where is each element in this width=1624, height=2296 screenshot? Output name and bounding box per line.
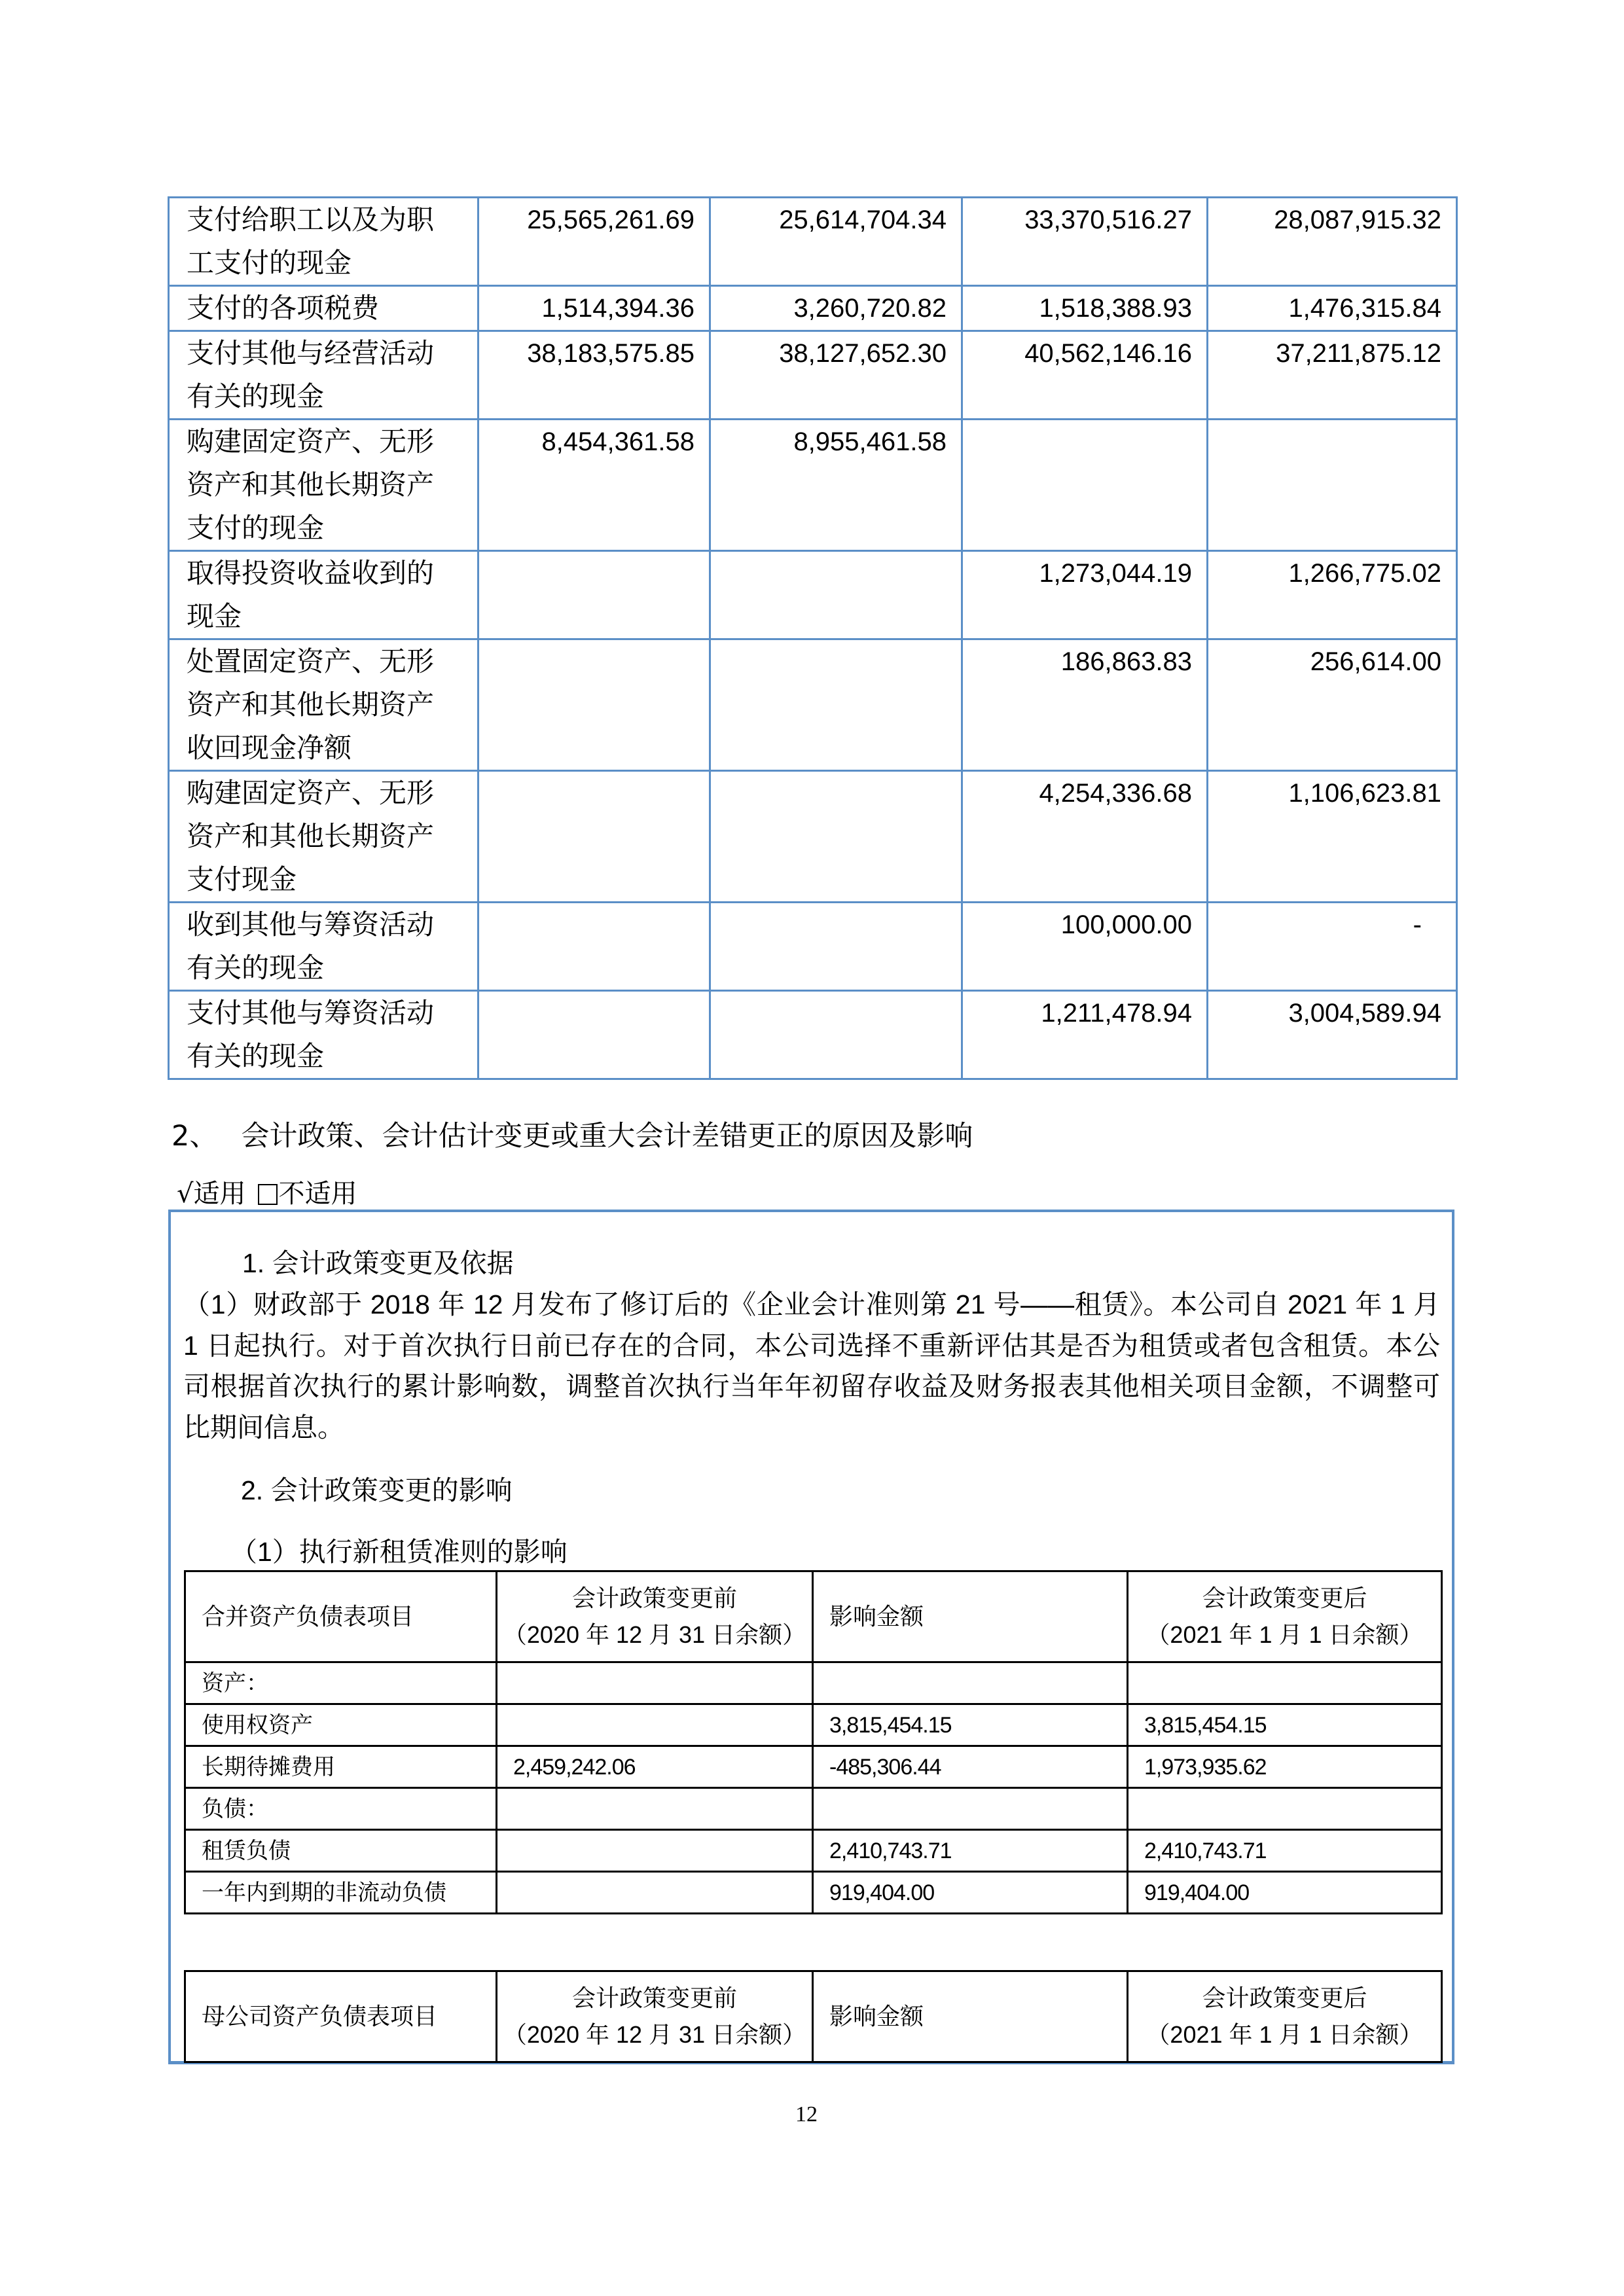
- value-cell: 25,614,704.34: [710, 198, 962, 286]
- cell-after: [1128, 1788, 1442, 1830]
- value-cell: -: [1208, 903, 1457, 991]
- value-cell: 1,211,478.94: [962, 991, 1208, 1079]
- header-after: [1128, 1971, 1442, 2062]
- cell-impact: 3,815,454.15: [813, 1704, 1128, 1746]
- cell-after: 2,410,743.71: [1128, 1830, 1442, 1872]
- row-label-cell: [169, 420, 478, 551]
- value-cell: 25,565,261.69: [478, 198, 710, 286]
- row-label-cell: [169, 198, 478, 286]
- value-cell: 4,254,336.68: [962, 771, 1208, 903]
- policy-basis-paragraph: （1）财政部于 2018 年 12 月发布了修订后的《企业会计准则第 21 号——租赁》。本公司自 2021 年 1 月 1 日起执行。对于首次执行日前已存在的合同，本公司选择不重新评估其是否为租赁或者包含租赁。本公司根据首次执行的累计影响数，调整首次执行当年年初留存收益及财务报表其他相关项目金额，不调整可比期间信息。: [183, 1289, 1440, 1443]
- table-row: [169, 771, 1457, 903]
- value-cell: 1,273,044.19: [962, 551, 1208, 639]
- value-cell: [478, 771, 710, 903]
- header-before-title: 会计政策变更前: [571, 1984, 737, 2011]
- cell-before: [497, 1788, 813, 1830]
- value-cell: [710, 991, 962, 1079]
- table-row: [185, 1872, 1442, 1914]
- header-after-title: 会计政策变更后: [1202, 1585, 1367, 1611]
- cash-flow-table: [168, 196, 1458, 1080]
- table-row: [185, 1746, 1442, 1788]
- cell-before: [497, 1872, 813, 1914]
- value-cell: 8,955,461.58: [710, 420, 962, 551]
- cell-item: 负债：: [185, 1788, 497, 1830]
- row-label: 处置固定资产、无形资产和其他长期资产收回现金净额: [187, 645, 435, 764]
- row-label-cell: [169, 551, 478, 639]
- value-cell: 1,476,315.84: [1208, 286, 1457, 331]
- value-cell: 37,211,875.12: [1208, 331, 1457, 420]
- cell-item: 长期待摊费用: [185, 1746, 497, 1788]
- row-label: 收到其他与筹资活动有关的现金: [187, 908, 435, 984]
- row-label-cell: [169, 286, 478, 331]
- value-cell: 100,000.00: [962, 903, 1208, 991]
- cell-after: 1,973,935.62: [1128, 1746, 1442, 1788]
- table-row: [169, 639, 1457, 771]
- section-heading: [171, 1117, 973, 1156]
- cell-before: 2,459,242.06: [497, 1746, 813, 1788]
- value-cell: 3,004,589.94: [1208, 991, 1457, 1079]
- value-cell: 1,266,775.02: [1208, 551, 1457, 639]
- value-cell: 33,370,516.27: [962, 198, 1208, 286]
- cell-before: [497, 1662, 813, 1704]
- table-row: [185, 1788, 1442, 1830]
- value-cell: 28,087,915.32: [1208, 198, 1457, 286]
- cell-impact: 919,404.00: [813, 1872, 1128, 1914]
- header-after-date: （2021 年 1 月 1 日余额）: [1146, 1621, 1423, 1648]
- header-before-title: 会计政策变更前: [571, 1585, 737, 1611]
- value-cell: [478, 903, 710, 991]
- row-label: 取得投资收益收到的现金: [187, 557, 435, 632]
- not-applicable-label: 不适用: [278, 1179, 357, 1209]
- value-cell: 3,260,720.82: [710, 286, 962, 331]
- header-after-date: （2021 年 1 月 1 日余额）: [1146, 2021, 1423, 2048]
- cell-impact: [813, 1788, 1128, 1830]
- header-item: 母公司资产负债表项目: [185, 1971, 497, 2062]
- value-cell: [478, 551, 710, 639]
- table-header-row: [185, 1571, 1442, 1662]
- value-cell: [478, 991, 710, 1079]
- section-title: 会计政策、会计估计变更或重大会计差错更正的原因及影响: [241, 1120, 973, 1153]
- value-cell: 256,614.00: [1208, 639, 1457, 771]
- table-row: [169, 198, 1457, 286]
- table-row: [185, 1704, 1442, 1746]
- value-cell: 1,518,388.93: [962, 286, 1208, 331]
- header-before-date: （2020 年 12 月 31 日余额）: [503, 1621, 806, 1648]
- cell-after: [1128, 1662, 1442, 1704]
- table-row: [169, 903, 1457, 991]
- table-row: [169, 551, 1457, 639]
- empty-checkbox-icon[interactable]: [258, 1184, 278, 1205]
- row-label-cell: [169, 903, 478, 991]
- check-mark-icon[interactable]: √: [177, 1179, 194, 1209]
- row-label: 支付给职工以及为职工支付的现金: [187, 204, 435, 279]
- value-cell: [962, 420, 1208, 551]
- cell-after: 3,815,454.15: [1128, 1704, 1442, 1746]
- value-cell: 1,106,623.81: [1208, 771, 1457, 903]
- header-after-title: 会计政策变更后: [1202, 1984, 1367, 2011]
- row-label-cell: [169, 331, 478, 420]
- parent-lease-impact-table: [184, 1970, 1443, 2063]
- table-header-row: [185, 1971, 1442, 2062]
- value-cell: [710, 551, 962, 639]
- section-number: 2、: [171, 1120, 218, 1153]
- cell-item: 使用权资产: [185, 1704, 497, 1746]
- value-cell: 38,127,652.30: [710, 331, 962, 420]
- table-row: [169, 286, 1457, 331]
- header-impact: 影响金额: [813, 1571, 1128, 1662]
- header-before: [497, 1971, 813, 2062]
- header-item: 合并资产负债表项目: [185, 1571, 497, 1662]
- cell-before: [497, 1830, 813, 1872]
- value-cell: 1,514,394.36: [478, 286, 710, 331]
- cell-after: 919,404.00: [1128, 1872, 1442, 1914]
- cell-item: 租赁负债: [185, 1830, 497, 1872]
- value-cell: [478, 639, 710, 771]
- value-cell: [710, 639, 962, 771]
- row-label: 支付其他与筹资活动有关的现金: [187, 997, 435, 1072]
- row-label: 购建固定资产、无形资产和其他长期资产支付现金: [187, 777, 435, 895]
- applicability-options: [177, 1175, 357, 1212]
- cell-before: [497, 1704, 813, 1746]
- row-label: 购建固定资产、无形资产和其他长期资产支付的现金: [187, 425, 435, 544]
- header-before-date: （2020 年 12 月 31 日余额）: [503, 2021, 806, 2048]
- policy-impact-heading: 2. 会计政策变更的影响: [241, 1475, 513, 1505]
- cell-impact: [813, 1662, 1128, 1704]
- applicable-label: 适用: [193, 1179, 246, 1209]
- consolidated-lease-impact-table: [184, 1570, 1443, 1914]
- value-cell: [710, 903, 962, 991]
- page-number: 12: [795, 2102, 818, 2126]
- row-label: 支付其他与经营活动有关的现金: [187, 337, 435, 412]
- value-cell: [1208, 420, 1457, 551]
- cell-item: 资产：: [185, 1662, 497, 1704]
- value-cell: [710, 771, 962, 903]
- table-row: [169, 420, 1457, 551]
- lease-impact-subheading: （1）执行新租赁准则的影响: [230, 1537, 568, 1567]
- header-impact: 影响金额: [813, 1971, 1128, 2062]
- table-row: [185, 1662, 1442, 1704]
- table-row: [185, 1830, 1442, 1872]
- row-label-cell: [169, 771, 478, 903]
- value-cell: 38,183,575.85: [478, 331, 710, 420]
- row-label-cell: [169, 639, 478, 771]
- table-row: [169, 991, 1457, 1079]
- row-label: 支付的各项税费: [187, 292, 380, 324]
- row-label-cell: [169, 991, 478, 1079]
- value-cell: 186,863.83: [962, 639, 1208, 771]
- header-before: [497, 1571, 813, 1662]
- header-after: [1128, 1571, 1442, 1662]
- value-cell: 40,562,146.16: [962, 331, 1208, 420]
- cell-item: 一年内到期的非流动负债: [185, 1872, 497, 1914]
- cell-impact: -485,306.44: [813, 1746, 1128, 1788]
- table-row: [169, 331, 1457, 420]
- cell-impact: 2,410,743.71: [813, 1830, 1128, 1872]
- policy-basis-heading: 1. 会计政策变更及依据: [242, 1248, 514, 1278]
- value-cell: 8,454,361.58: [478, 420, 710, 551]
